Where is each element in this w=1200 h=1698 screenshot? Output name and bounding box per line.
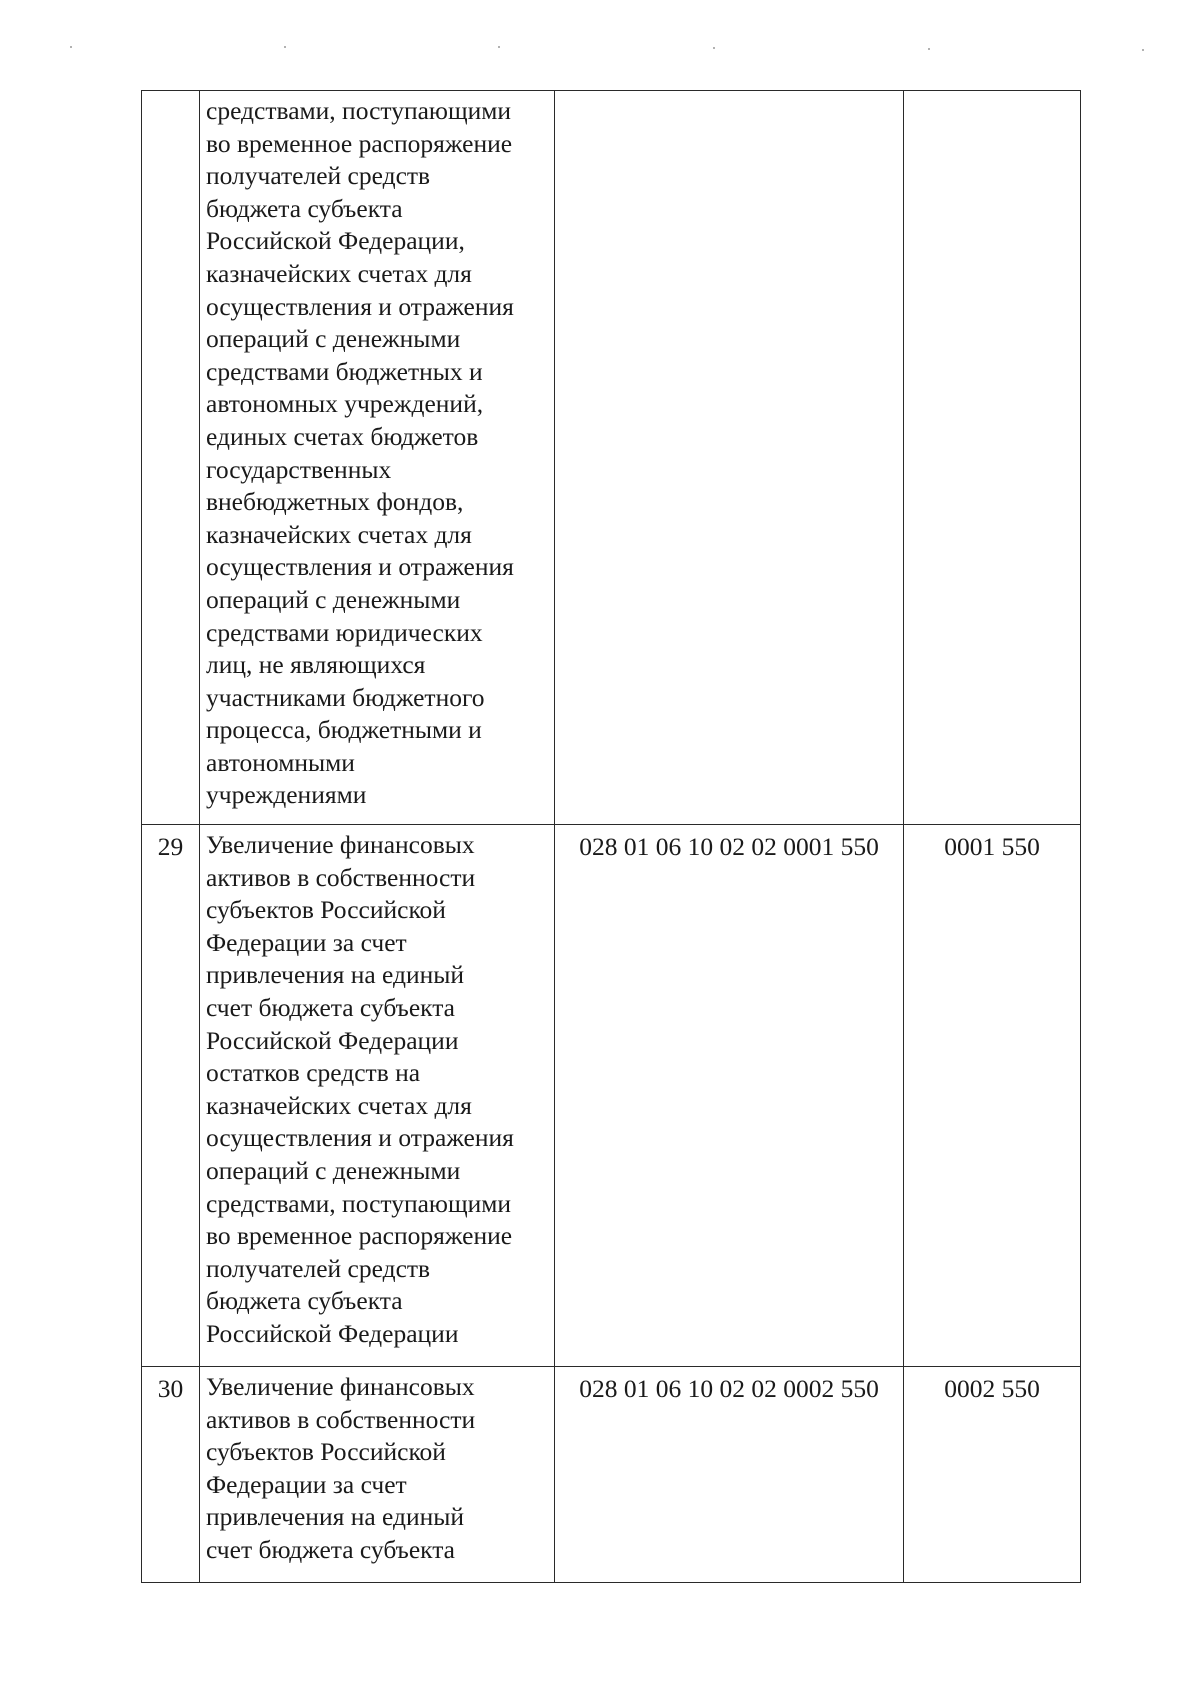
description-line: бюджета субъекта	[206, 1286, 403, 1316]
description-line: Российской Федерации	[206, 1318, 459, 1348]
description-line: счет бюджета субъекта	[206, 1534, 455, 1564]
description-text	[200, 825, 554, 1355]
description-line: привлечения на единый	[206, 1502, 465, 1532]
description-line: Российской Федерации	[206, 1025, 459, 1055]
description-line: активов в собственности	[206, 862, 476, 892]
row-number-cell: 29	[142, 825, 200, 1367]
description-line: автономных учреждений,	[206, 389, 484, 419]
description-line: Увеличение финансовых	[206, 1372, 475, 1401]
description-line: лиц, не являющихся	[206, 650, 426, 680]
description-line: автономными	[206, 747, 355, 777]
description-cell	[200, 825, 555, 1367]
table-row-continuation	[142, 91, 1081, 825]
description-line: субъектов Российской	[206, 895, 446, 925]
full-code-cell	[555, 91, 904, 825]
row-number-cell: 30	[142, 1367, 200, 1583]
description-line: осуществления и отражения	[206, 291, 514, 321]
full-code-cell: 028 01 06 10 02 02 0002 550	[555, 1367, 904, 1583]
description-line: казначейских счетах для	[206, 258, 472, 288]
short-code-cell: 0002 550	[904, 1367, 1081, 1583]
short-code-cell	[904, 91, 1081, 825]
description-line: операций с денежными	[206, 324, 461, 354]
description-line: счет бюджета субъекта	[206, 992, 455, 1022]
row-number-cell	[142, 91, 200, 825]
full-code-cell: 028 01 06 10 02 02 0001 550	[555, 825, 904, 1367]
budget-codes-table	[141, 90, 1081, 1583]
description-line: средствами бюджетных и	[206, 356, 483, 386]
description-line: внебюджетных фондов,	[206, 487, 464, 517]
description-line: получателей средств	[206, 1253, 431, 1283]
description-line: учреждениями	[206, 780, 367, 810]
description-text	[200, 91, 554, 816]
description-line: Увеличение финансовых	[206, 830, 475, 859]
table-row-29	[142, 825, 1081, 1367]
description-line: осуществления и отражения	[206, 1123, 514, 1153]
description-line: операций с денежными	[206, 584, 461, 614]
description-line: во временное распоряжение	[206, 1221, 513, 1251]
description-text	[200, 1367, 554, 1571]
description-line: Федерации за счет	[206, 1469, 407, 1499]
description-line: привлечения на единый	[206, 960, 465, 990]
description-line: активов в собственности	[206, 1404, 476, 1434]
description-line: средствами, поступающими	[206, 1188, 512, 1218]
short-code-cell: 0001 550	[904, 825, 1081, 1367]
description-line: государственных	[206, 454, 392, 484]
description-line: средствами, поступающими	[206, 96, 512, 125]
scan-artifact-dots	[0, 46, 1200, 52]
description-line: получателей средств	[206, 161, 431, 191]
description-line: бюджета субъекта	[206, 193, 403, 223]
description-line: операций с денежными	[206, 1155, 461, 1185]
description-line: казначейских счетах для	[206, 519, 472, 549]
table-row-30	[142, 1367, 1081, 1583]
description-line: во временное распоряжение	[206, 128, 513, 158]
description-line: участниками бюджетного	[206, 682, 485, 712]
description-line: Российской Федерации,	[206, 226, 465, 256]
description-line: казначейских счетах для	[206, 1090, 472, 1120]
description-line: Федерации за счет	[206, 927, 407, 957]
description-line: средствами юридических	[206, 617, 483, 647]
description-line: единых счетах бюджетов	[206, 421, 479, 451]
description-cell	[200, 1367, 555, 1583]
description-cell	[200, 91, 555, 825]
description-line: осуществления и отражения	[206, 552, 514, 582]
description-line: остатков средств на	[206, 1058, 421, 1088]
description-line: субъектов Российской	[206, 1437, 446, 1467]
description-line: процесса, бюджетными и	[206, 715, 482, 745]
